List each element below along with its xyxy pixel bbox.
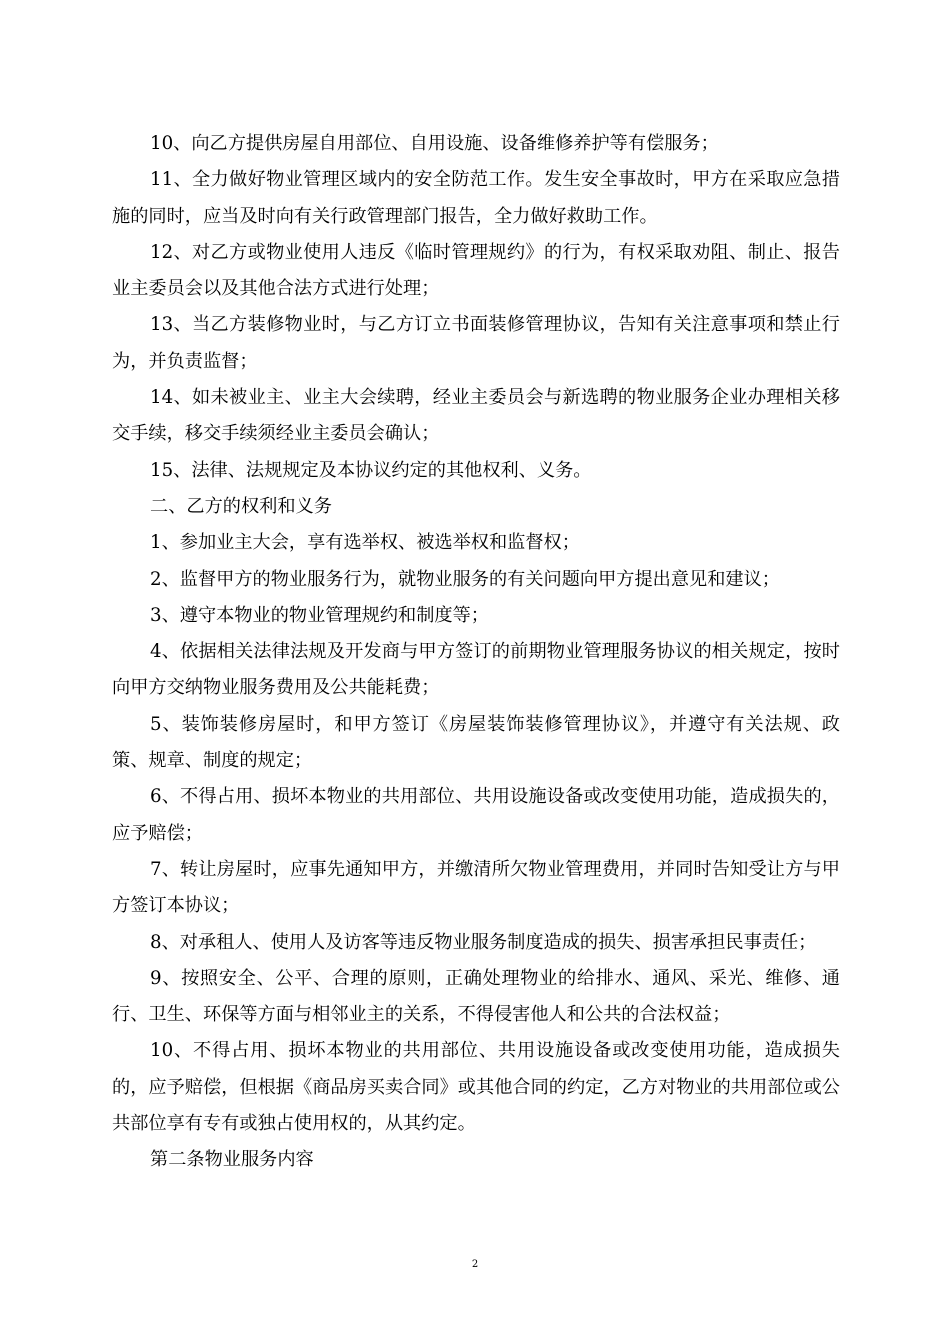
paragraph: 2、监督甲方的物业服务行为，就物业服务的有关问题向甲方提出意见和建议； — [150, 568, 780, 590]
section-heading: 第二条物业服务内容 — [150, 1149, 314, 1171]
paragraph: 3、遵守本物业的物业管理规约和制度等； — [150, 604, 489, 626]
paragraph: 10、不得占用、损坏本物业的共用部位、共用设施设备或改变使用功能，造成损失的，应予赔偿，但根据《商品房买卖合同》或其他合同的约定，乙方对物业的共用部位或公共部位享有专有或独占使用权的，从其约定。 — [112, 1040, 840, 1135]
paragraph: 12、对乙方或物业使用人违反《临时管理规约》的行为，有权采取劝阻、制止、报告业主委员会以及其他合法方式进行处理； — [112, 241, 840, 300]
section-heading: 二、乙方的权利和义务 — [150, 495, 332, 517]
page-number: 2 — [471, 1259, 479, 1270]
document-body — [112, 126, 840, 1179]
paragraph: 13、当乙方装修物业时，与乙方订立书面装修管理协议，告知有关注意事项和禁止行为，并负责监督； — [112, 314, 840, 372]
paragraph: 6、不得占用、损坏本物业的共用部位、共用设施设备或改变使用功能，造成损失的，应予赔偿； — [112, 786, 840, 844]
paragraph: 15、法律、法规规定及本协议约定的其他权利、义务。 — [150, 459, 592, 481]
paragraph: 4、依据相关法律法规及开发商与甲方签订的前期物业管理服务协议的相关规定，按时向甲方交纳物业服务费用及公共能耗费； — [112, 641, 840, 699]
paragraph: 14、如未被业主、业主大会续聘，经业主委员会与新选聘的物业服务企业办理相关移交手续，移交手续须经业主委员会确认； — [112, 387, 840, 445]
paragraph: 10、向乙方提供房屋自用部位、自用设施、设备维修养护等有偿服务； — [150, 133, 719, 154]
paragraph: 1、参加业主大会，享有选举权、被选举权和监督权； — [150, 532, 580, 554]
paragraph: 8、对承租人、使用人及访客等违反物业服务制度造成的损失、损害承担民事责任； — [150, 931, 817, 953]
paragraph: 7、转让房屋时，应事先通知甲方，并缴清所欠物业管理费用，并同时告知受让方与甲方签订本协议； — [112, 858, 840, 917]
paragraph: 9、按照安全、公平、合理的原则，正确处理物业的给排水、通风、采光、维修、通行、卫生、环保等方面与相邻业主的关系，不得侵害他人和公共的合法权益； — [112, 967, 840, 1026]
paragraph: 5、装饰装修房屋时，和甲方签订《房屋装饰装修管理协议》，并遵守有关法规、政策、规章、制度的规定； — [112, 713, 840, 772]
paragraph: 11、全力做好物业管理区域内的安全防范工作。发生安全事故时，甲方在采取应急措施的同时，应当及时向有关行政管理部门报告，全力做好救助工作。 — [112, 169, 840, 227]
